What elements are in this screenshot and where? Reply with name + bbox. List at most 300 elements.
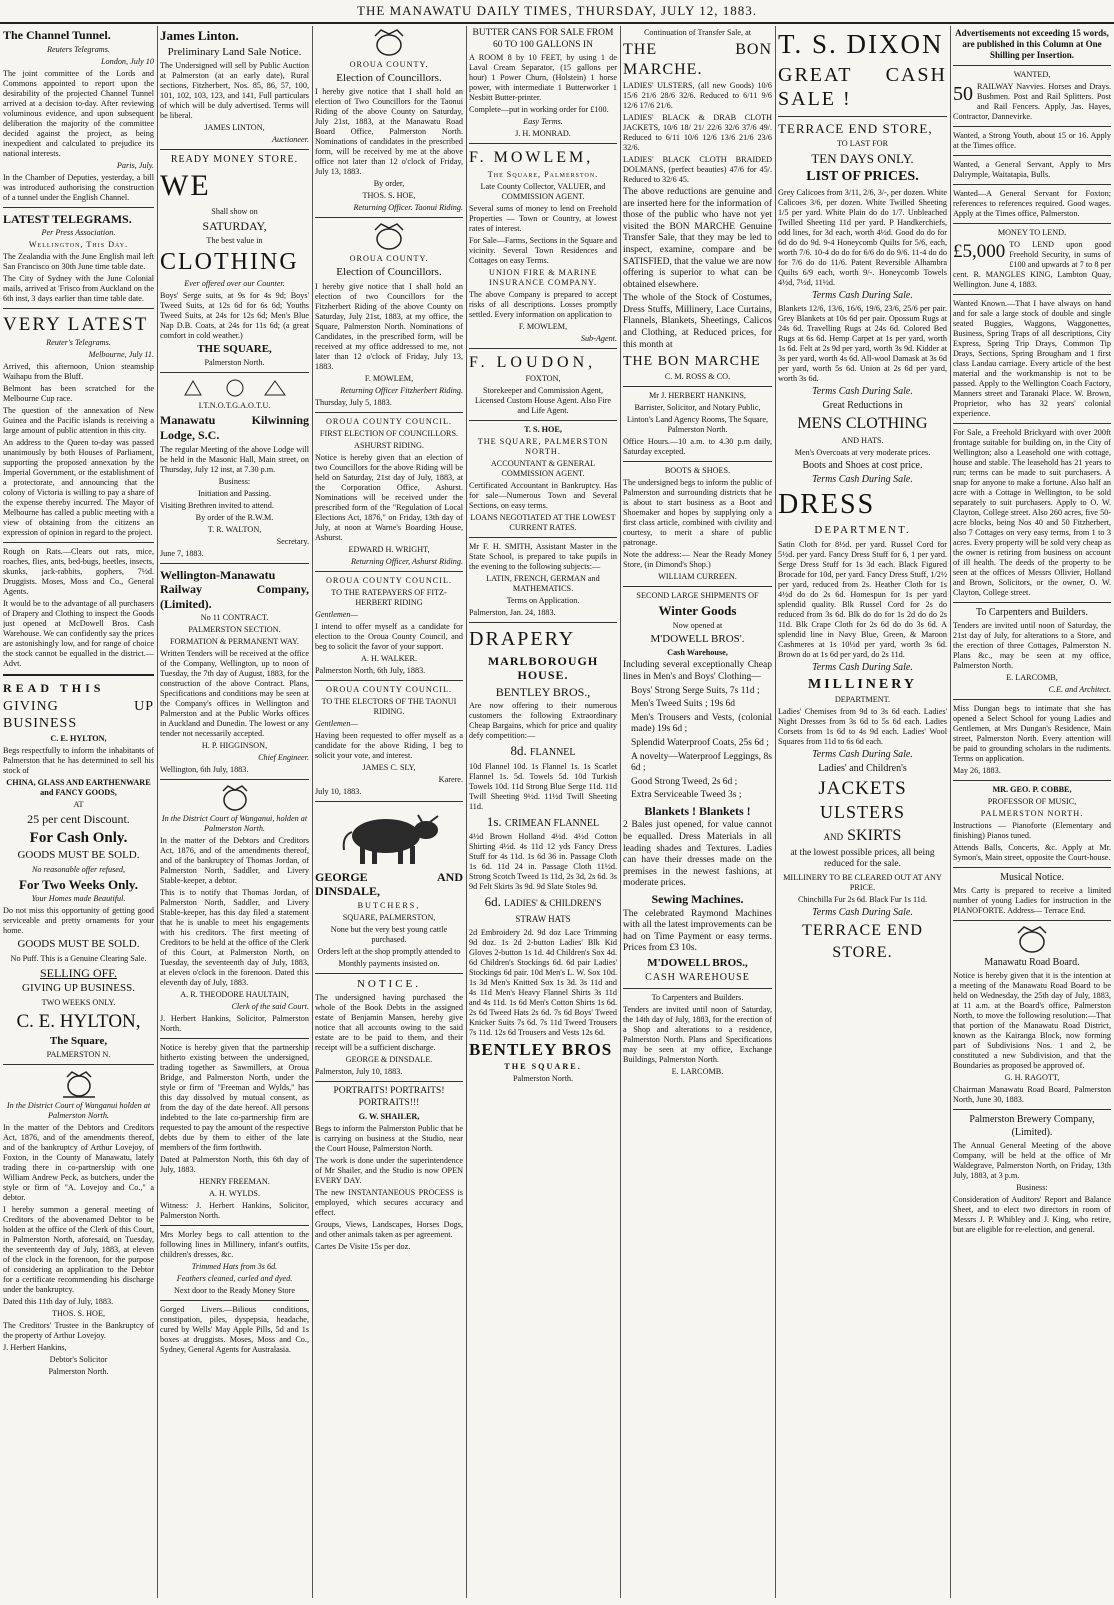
ad-text: Now opened at [672,621,723,631]
ad-text: 2d Embroidery 2d. 9d doz Lace Trimming 9d doz. 1s 2d 2-button Ladies' Blk Kid Gloves 2-button 1s 1d. 4d Children's Sox 4d. 6d Children's Stockings 6d. 6d pair Ladies' Stockings 6d pair. 10d Men's L. W. Sox 10d. 1s 3d Men's Knitted Sox 1s 3d. 3s 11d and 4s 11d Men's Heavy Flannel Shirts 3s 11d and 4s 11d. 1s 6d Men's Cotton Shirts 1s 6d. 2s 6d Tweed Hats 2s 6d. 7s 6d Boys' Tweed Knicker Suits 7s 6d. 7s 11d Tweed Trousers 7s 11d. 12s 6d Trousers and Vests 12s 6d. [469,927,617,1037]
list-item: Men's Tweed Suits ; 19s 6d [631,699,736,710]
ad-text: No 11 CONTRACT. [200,613,269,623]
ad-heading: BENTLEY BROS [469,1039,613,1059]
notice-signature: A. R. THEODORE HAULTAIN, [180,990,289,1000]
classified-text: Notice is hereby given that it is the intention at a meeting of the Manawatu Road Board to be held on Wednesday, the 25th day of July, 1883, at 11 a.m. at the Board's office, Palmerston North, to move the following resolution:—That that portion of the Manawatu Road District, known as the Kairanga Block, now forming part of Subdivisions Nos. 1 and 2, be constituted a new Subdivision, and that the Boundaries as proposed be approved of. [953,971,1111,1071]
ad-text: The above Company is prepared to accept risks of all descriptions. Losses promptly settled. Every information on application to [469,289,617,319]
ad-heading: Sewing Machines. [651,891,744,906]
ad-heading: GEORGE AND DINSDALE, [315,869,463,899]
notice-text: I intend to offer myself as a candidate for election to the Oroua County Council, and beg to solicit the favor of your support. [315,621,463,651]
royal-crest-icon [59,1069,99,1099]
ad-text: 25 per cent Discount. [27,812,130,827]
notice-title: ASHURST RIDING. [354,440,424,450]
ad-text: Palmerston, Jan. 24, 1883. [469,608,556,618]
ad-text: GOODS MUST BE SOLD. [17,938,140,951]
classified-title: Musical Notice. [1000,872,1064,884]
article-text: Belmont has been scratched for the Melbourne Cup race. [3,384,154,404]
notice-signature: THOS. S. HOE, [362,191,416,201]
article-text: The joint committee of the Lords and Commons appointed to report upon the desirability of the projected Channel Tunnel arrived at a decision to-day. After reviewing voluminous evidence, and upon subsequent deliberation the majority of the committee decided against the project, as being inexpedient and calculated to prejudice its national interests. [3,68,154,158]
notice-text: Dated this 11th day of July, 1883. [3,1297,114,1307]
ad-heading: Wellington-Manawatu Railway Company, (Limited). [160,567,309,611]
ad-text: Are now offering to their numerous customers the following Extraordinary Cheap Bargains, which for price and quality defy competition:— [469,701,617,741]
price-list: Grey Calicoes from 3/11, 2/6, 3/-, per dozen. White Calicoes 3/6, per dozen. White Twilled Sheeting 1/5 per yard. White Plain do do 1/7. Unbleached Twilled Sheeting 11d per yard. P Handkerchiefs, odd lines, for 3d each, worth 4½d. Good do do for 6d do do 9d. 9-4 Honeycomb Quilts for 5/6, each, worth 7/6. 10-4 do do for 6/6 do do 9/6. 11-4 do do for 7/6 do do 11/6. Patent Reversible Alhambra Quilts 6/9 each, worth 9/-. Honeycomb Towels 4½d, 7½d, 11½d. [778,187,947,287]
ad-heading: BENTLEY BROS., [495,684,591,699]
ad-text: Certificated Accountant in Bankruptcy. Has for sale—Numerous Town and Several Sections, on easy terms. [469,481,617,511]
ad-text: The best value in [206,235,263,245]
article-text: The Zealandia with the June English mail left San Francisco on 30th June time table date. [3,252,154,272]
ad-text: AND [823,832,844,843]
ad-text: Sub-Agent. [580,333,617,343]
ad-text: Do not miss this opportunity of getting good serviceable and pretty ornaments for your home. [3,906,154,936]
notice-text: I hereby give notice that I shall hold an election of two Councillors for the Fitzherbert Riding of the above County on Saturday, July 21st, 1883, at my office, the Square, Palmerston North. Nominations of Candidates, in the prescribed form, will be received at my office addressed to me, not later than 12 o'clock of Friday, July 13, 1883. [315,281,463,371]
notice-text: Having been requested to offer myself as a candidate for the above Riding, I beg to solicit your vote, and interest. [315,730,463,760]
royal-crest-icon [1010,925,1054,955]
notice-text: Clerk of the said Court. [231,1002,309,1012]
ad-text: A ROOM 8 by 10 FEET, by using 1 de Laval Cream Separator, (15 gallons per hour) 1 Power Churn, (Holstein) 1 horse power, with intermediate 1 Butterworker 1 Nesbitt Butter-printer. [469,53,617,103]
notice-text: The Creditors' Trustee in the Bankruptcy of the property of Arthur Lovejoy. [3,1321,154,1341]
ad-signature: JAMES LINTON, [204,123,265,133]
ad-text: Storekeeper and Commission Agent, Licensed Custom House Agent. Also Fire and Life Agent. [475,386,611,416]
ad-name: C. E. HYLTON, [50,734,107,744]
notice-signature: A. H. WALKER. [360,653,418,663]
ad-heading: T. S. HOE, [524,425,562,435]
ad-heading: ULSTERS [819,802,905,823]
classified-notice: Advertisements not exceeding 15 words, are published in this Column at One Shilling per Insertion. [955,28,1109,60]
ad-heading: JACKETS [818,778,907,800]
ad-text: 4½d Brown Holland 4½d. 4½d Cotton Shirting 4½d. 4s 11d 12 yds Fancy Dress Stuff for 4s 11d. 1s 6d 36 in. Passage Cloth 1s 6d. 11d 24 in. Passage Cloth 11½d. Strong Scotch Tweed 1s 11d, 2s 3d, 2s 6d. 3s 9d Felt Skirts 3s 9d. 9d Slate Stoles 9d. [469,831,617,891]
ad-text: TWO WEEKS ONLY. [41,997,116,1007]
ad-heading: James Linton. [160,28,239,43]
article-text: An address to the Queen to-day was passed unanimously by both Houses of Parliament, supporting the proposed annexation by the Imperial Government, or the establishment of a protectorate, and announcing that the colony of Victoria is willing to pay a share of the expense thereby incurred. The Mayor of Melbourne has called a public meeting with a view of obtaining from the citizens an expression of opinion in regard to the project. [3,438,154,538]
price-list: LADIES' BLACK CLOTH BRAIDED DOLMANS, (perfect beauties) 47/6 for 45/. Reduced to 32/6 45. [623,155,772,185]
classified-title: To Carpenters and Builders. [975,606,1089,618]
price-list: LADIES' ULSTERS, (all new Goods) 10/6 15/6 21/6 28/6 32/6. Reduced to 6/11 9/6 12/6 17/6 21/6. [623,81,772,111]
notice-text: In the matter of the Debtors and Creditors Act, 1876, and of the amendments thereof, and of the bankruptcy of Thomas Jordan, of Palmerston North, Saddler, and Livery Stable-keeper, a debtor. [160,836,309,886]
classified-text: Wanted, a Strong Youth, about 15 or 16. Apply at the Times office. [953,130,1111,150]
ad-text: Men's Overcoats at very moderate prices. [794,447,931,457]
classified-title: Manawatu Road Board. [984,957,1080,969]
classified-text: RAILWAY Navvies. Horses and Drays. Bushmen. Post and Rail Splitters. Post and Rail Fencers. Apply, Jas. Hayes, Contractor, Dannevirke. [953,81,1111,121]
ad-text: Initiation and Passing. [198,488,271,498]
list-item: A novelty—Waterproof Leggings, 8s 6d ; [631,751,772,774]
ad-heading: BUTTER CANS FOR SALE FROM 60 TO 100 GALLONS IN [472,28,614,50]
bull-illustration-icon [334,806,444,868]
notice-text: Returning Officer Fitzherbert Riding. [340,385,463,395]
ad-text: PALMERSTON N. [46,1050,111,1060]
ad-text: None but the very best young cattle purchased. [330,925,448,945]
lodge-code: I.T.N.O.T.G.A.O.T.U. [198,401,271,411]
ad-text: Orders left at the shop promptly attended to [317,947,461,957]
classified-text: PALMERSTON NORTH. [980,809,1084,819]
ad-heading: MARLBOROUGH HOUSE. [487,653,599,683]
list-item: Men's Trousers and Vests, (colonial made) 19s 6d ; [631,712,772,735]
ad-text: SELLING OFF. [39,965,118,980]
ad-text: The undersigned begs to inform the public of Palmerston and surrounding districts that he is about to start business as a Boot and Shoemaker and hopes by supplying only a first class article, combined with civility and courtesy, to merit a share of public patronage. [623,478,772,548]
ad-heading: TERRACE END STORE, [778,120,933,136]
terms-line: Terms Cash During Sale. [812,748,913,760]
ad-heading: READY MONEY STORE. [170,154,299,166]
notice-text: Palmerston North, 6th July, 1883. [315,665,426,675]
column-2 [160,26,309,1598]
terms-line: Terms Cash During Sale. [812,385,913,397]
classified-text: For Sale, a Freehold Brickyard with over 200ft frontage suitable for building on, in the City of Wellington; also a Leasehold one with cottage, house and stable. The leasehold has 21 years to run; terms can be made to suit purchasers. A snap for anyone to make a fortune. Also half an acre with a Cottage in Wellington, to be sold separately to suit purchasers. Apply to O. W. Clayton, College street. Also 260 acres, five 50-acre blocks, being Nos 40 and 50 Fitzherbert, also 7 Cottages on very easy terms, from 1 to 3 acres. Every property will be sold very cheap as the owner is retiring from business on account of ill health. The deeds of the property to be seen at the offices of Messrs Ollivier, Holland and Brown, Solicitors, or the owner, O. W. Clayton, College street. [953,427,1111,597]
notice-text: July 10, 1883. [315,786,362,796]
ad-text: Shall show on [211,207,258,217]
ad-text: SQUARE, PALMERSTON, [342,913,436,923]
notice-text: Dated at Palmerston North, this 6th day of July, 1883. [160,1155,309,1175]
ad-text: The Square, [49,1035,108,1047]
ad-text: Linton's Land Agency Rooms, The Square, Palmerston North. [626,415,769,435]
notice-title: OROUA COUNTY COUNCIL. [326,575,452,585]
classified-number: £5,000 [953,240,1006,262]
column-rule [620,26,621,1598]
classified-text: TO LEND upon good Freehold Security, in sums of £100 and upwards at 7 to 8 per cent. R. MANGLES KING, Lambton Quay, Wellington. June 4, 1883. [953,239,1111,289]
notice-text: Karere. [438,774,463,784]
price-list: Ladies' Chemises from 9d to 3s 6d each. Ladies' Night Dresses from 3s 6d to 5s 6d each. Ladies Corsets from 1s 6d to 4s 9d each. Ladies' Wool Squares from 11d to 6s 6d each. [778,706,947,746]
classified-text: Mrs Carty is prepared to receive a limited number of young Ladies for instruction in the PIANOFORTE. Address— Terrace End. [953,886,1111,916]
classified-text: Tenders are invited until noon of Saturday, the 21st day of July, for alterations to a Store, and the erection of three Cottages, Palmerston N. Plans &c., may be seen at my office, Palmerston North. [953,621,1111,671]
ad-text: Feathers cleaned, curled and dyed. [176,1274,293,1284]
notice-text: This is to notify that Thomas Jordan, of Palmerston North, Saddler, and Livery Stable-keeper, has this day filed a statement that he is unable to meet his engagements with his creditors. The first meeting of Creditors to be held at the office of the Clerk of this Court, at Palmerston North, on Tuesday, the seventeenth day of July, 1883, at eleven o'clock in the forenoon. Dated this eleventh day of July, 1883. [160,888,309,988]
ad-text: The celebrated Raymond Machines with all the latest improvements can be had on Time Payment or easy terms. Prices from £3 10s. [623,908,772,954]
ad-heading: FLANNEL [529,747,576,759]
ad-text: Begs to inform the Palmerston Public that he is carrying on business at the Studio, near the Court House, Palmerston North. [315,1123,463,1153]
list-item: Extra Serviceable Tweed 3s ; [631,790,742,801]
classified-text: May 26, 1883. [953,766,1001,776]
list-item: Good Strong Tweed, 2s 6d ; [631,776,738,787]
ad-text: Trimmed Hats from 3s 6d. [191,1262,278,1272]
ad-text: AND HATS. [841,435,884,445]
ad-text: SATURDAY, [202,219,267,234]
ad-text: The Undersigned will sell by Public Auction at Palmerston (at an early date), Rural sections, Fitzherbert, Nos. 85, 86, 57, 100, 101, 102, 103, 123, and 141, Full particulars of which will be duly advertised. Terms will be liberal. [160,61,309,121]
ad-text: Groups, Views, Landscapes, Horses Dogs, and other animals taken as per agreement. [315,1219,463,1239]
article-text: The question of the annexation of New Guinea and the Pacific islands is receiving a large amount of public attention in this city. [3,406,154,436]
classified-title: MONEY TO LEND. [997,227,1067,237]
royal-crest-icon [367,28,411,58]
ad-text: By order of the R.W.M. [195,512,274,522]
ad-heading: STORE. [832,943,893,961]
column-6 [778,26,947,1598]
ad-text: Written Tenders will be received at the office of the Company, Wellington, up to noon of Tuesday, the 7th day of August, 1883, for the construction of the above Contract. Plans, Specifications and conditions may be seen at the Company's offices in Wellington and Palmerston and at the Public Works offices in Auckland and Dunedin. The lowest or any tender not necessarily accepted. [160,649,309,739]
terms-line: Terms Cash During Sale. [812,661,913,673]
notice-signature: GEORGE & DINSDALE. [345,1055,433,1065]
ad-text: Cash Warehouse, [667,648,728,658]
column-1 [3,26,154,1598]
ad-text: The Square, Palmerston. [487,169,599,179]
classified-text: Chairman Manawatu Road Board. Palmerston North, June 30, 1883. [953,1085,1111,1105]
ad-text: The regular Meeting of the above Lodge will be held in the Masonic Hall, Main street, on Thursday, July 12 inst, at 7.30 p.m. [160,444,309,474]
classified-title: Palmerston Brewery Company, (Limited). [969,1114,1095,1138]
royal-crest-icon [215,784,255,812]
notice-title: Election of Councillors. [336,266,442,279]
classified-text: The Annual General Meeting of the above Company, will be held at the office of Mr Waldegrave, Palmerston North, on Friday, 13th July, 1883, at 3 p.m. [953,1140,1111,1180]
masthead: THE MANAWATU DAILY TIMES, THURSDAY, JULY 12, 1883. [0,0,1114,24]
price: 1s. [486,813,502,829]
ad-text: Several sums of money to lend on Freehold Properties — Town or Country, at lowest rates of interest. [469,203,617,233]
dateline: Paris, July. [116,160,154,170]
notice-title: FIRST ELECTION OF COUNCILLORS. [319,428,459,438]
ad-text: For Two Weeks Only. [19,876,138,892]
ad-text: BUTCHERS, [357,901,421,911]
ad-text: 2 Bales just opened, for value cannot be equalled. Dress Materials in all leading shades and Textures. Ladies can have their dresses made on the premises in the newest fashions, at moderate prices. [623,820,772,889]
ad-text: Great Reductions in [822,399,903,411]
ad-text: The above reductions are genuine and are inserted here for the information of those of the public who have not yet visited the BON MARCHE Genuine Transfer Sale, that they may be led to inspect, examine, compare and be SATISFIED, that the value we are now offering is superior to what can be obtained elsewhere. [623,187,772,290]
ad-text: CASH WAREHOUSE [645,972,750,984]
notice-text: I hereby give notice that I shall hold an election of Two Councillors for the Taonui Riding of the above County on Saturday, July 21st, 1883, at the Manawatu Road Board Office, Palmerston North. Nominations of candidates in the prescribed form, will be received by me at the above office not later than 12 o'clock of Friday, July 13, 1883. [315,87,463,177]
notice-signature: EDWARD H. WRIGHT, [348,544,430,554]
ad-text: Mrs Morley begs to call attention to the following lines in Millinery, infant's outfits, children's dresses, &c. [160,1230,309,1260]
price-list: LADIES' BLACK & DRAB CLOTH JACKETS, 10/6 18/ 21/ 22/6 32/6 37/6 49/. Reduced to 6/11 10/6 12/6 13/6 21/6 23/6 32/6. [623,113,772,153]
notice-text: Returning Officer, Ashurst Riding. [351,556,463,566]
notice-text: By order, [373,179,405,189]
classified-text: Attends Balls, Concerts, &c. Apply at Mr. Symon's, Main street, opposite the Court-house. [953,843,1111,863]
column-rule [157,26,158,1598]
column-7 [953,26,1111,1598]
ad-text: Complete—put in working order for £100. [469,105,609,115]
ad-text: No reasonable offer refused, [31,864,126,874]
ad-text: Office Hours.—10 a.m. to 4.30 p.m daily, Saturday excepted. [623,437,772,457]
notice-text: I hereby summon a general meeting of Creditors of the abovenamed Debtor to be holden at the office of the Clerk of this Court, in Palmerston North, aforesaid, on Tuesday, the seventeenth day of July, 1883, at eleven of the clock in the forenoon, for the purpose of considering an application to the Debtor for a certificate recommending his discharge under the bankruptcy. [3,1205,154,1295]
notice-text: In the matter of the Debtors and Creditors Act, 1876, and of the amendments thereof, and of the bankruptcy of Arthur Lovejoy, of Foxton, in the County of Manawatu, lately trading there in co-partnership with one William Andrew Peck, as butchers, under the style or firm of "A. Lovejoy and Co.," a debtor. [3,1123,154,1203]
ad-text: Late County Collector, VALUER, and COMMISSION AGENT. [480,181,606,201]
ad-text: Chief Engineer. [258,753,309,763]
ad-heading [469,814,617,830]
ad-signature: J. H. MONRAD. [515,129,571,139]
classified-text: Wanted—A General Servant for Foxton; references to references required. Good wages. Apply at the Times office, Palmerston. [953,188,1111,218]
ad-text: THE SQUARE, PALMERSTON NORTH. [477,437,609,457]
section-heading: VERY LATEST [3,314,149,336]
ad-text: Business: [218,476,251,486]
ad-heading: CRIMEAN FLANNEL [504,817,600,829]
ad-signature: E. LARCOMB. [671,1067,724,1077]
ad-text: The new INSTANTANEOUS PROCESS is employed, which secures accuracy and effect. [315,1187,463,1217]
ad-text: AT [73,800,84,810]
notice-signature: F. MOWLEM, [364,373,414,383]
ad-heading: Preliminary Land Sale Notice. [167,45,302,58]
ad-text: CHINA, GLASS AND EARTHENWARE and FANCY GOODS, [6,778,151,798]
ad-text: Note the address:— Near the Ready Money Store, (in Dimond's Shop.) [623,550,772,570]
notice-title: TO THE RATEPAYERS OF FITZ-HERBERT RIDING [331,587,447,607]
notice-text: J. Herbert Hankins, Solicitor, Palmerston North. [160,1014,309,1034]
ad-heading: MENS CLOTHING [797,415,928,433]
classified-text: C.E. and Architect. [1048,685,1111,695]
ad-text: Next door to the Ready Money Store [174,1286,295,1296]
notice-title: TO THE ELECTORS OF THE TAONUI RIDING. [321,696,457,716]
notice-text: Notice is hereby given that the partnership hitherto existing between the undersigned, trading together as Sawmillers, at Oroua Bridge, and Palmerston North, under the style or firm of "Freeman and Wylds," has this day dissolved by mutual consent, as from the day of the date hereof. All persons indebted to the late co-partnership firm are requested to pay the amount of the respective debts due by them to either of the late members of the firm forthwith. [160,1043,309,1153]
notice-signature: JAMES C. SLY, [362,762,416,772]
notice-title: Election of Councillors. [336,72,442,84]
ad-text: Cartes De Visite 15s per doz. [315,1241,411,1251]
notice-text: Notice is hereby given that an election of two Councillors for the above Riding will be held on Saturday, 21st day of July, 1883, at the Corporation Office, Ashurst. Nominations will be received under the prescribed form of the "Regulation of Local Elections Act, 1876," on Friday, 13th day of July, at noon at Warne's Boarding House, Ashurst. [315,452,463,542]
ad-heading: M'DOWELL BROS'. [650,633,745,646]
price: 6d. [484,893,501,909]
ad-text: GOODS MUST BE SOLD. [17,849,140,862]
notice-title: NOTICE. [356,978,422,991]
notice-text: Debtor's Solicitor [49,1355,108,1365]
classified-signature: G. H. RAGOTT, [1004,1073,1060,1083]
notice-signature: THOS. S. HOE, [52,1309,105,1319]
notice-signature: A. H. WYLDS. [208,1189,261,1199]
ad-text: The work is done under the superintendence of Mr Shailer, and the Studio is now OPEN EVERY DAY. [315,1155,463,1185]
ad-heading: GIVING UP BUSINESS [3,699,154,732]
ad-text: Boots and Shoes at cost price. [802,459,923,471]
ad-heading: DRAPERY [469,628,576,651]
ad-heading: PORTRAITS! PORTRAITS! PORTRAITS!!! [333,1086,445,1109]
byline: Per Press Association. [41,228,116,238]
ad-text: Including several exceptionally Cheap lines in Men's and Boys' Clothing— [623,660,772,683]
classified-text: Consideration of Auditors' Report and Balance Sheet, and to elect two directors in room of Messrs J. P. Whibley and J. King, who retire, but are eligible for re-election, and general. [953,1194,1111,1234]
channel-title: The Channel Tunnel. [3,28,111,42]
terms-line: Terms Cash During Sale. [812,906,913,918]
notice-text: Witness: J. Herbert Hankins, Solicitor, Palmerston North. [160,1201,309,1221]
ad-heading: LADIES' & CHILDREN'S STRAW HATS [504,897,602,924]
ad-heading: MILLINERY [808,676,917,692]
ad-text: Chinchilla Fur 2s 6d. Black Fur 1s 11d. [797,894,928,904]
ad-heading: F. MOWLEM, [469,149,594,167]
price-list: Blankets 12/6, 13/6, 16/6, 19/6, 23/6, 25/6 per pair. Grey Blankets at 10s 6d per pair. Opossum Rugs at 24s 6d. Travelling Rugs at 24s 6d. Colored Bed Rugs at 6s 6d. Hemp Carpet at 1s per yard, worth 1s 6d. Felt at 2s 9d per yard, worth 3s 9d. Kidder at 3s per yard, worth 4s 6d. All-wool Damask at 3s 6d per yard, worth 5s 6d. Union at 2s 6d per yard, worth 3s 6d. [778,303,947,383]
ad-heading: To Carpenters and Builders. [651,993,744,1003]
advertisement-text: Rough on Rats.—Clears out rats, mice, roaches, flies, ants, bed-bugs, beetles, insects, skunks, jack-rabbits, gophers, 7½d. Druggists. Moses, Moss and Co., General Agents. [3,547,154,597]
terms-line: Terms Cash During Sale. [812,289,913,301]
notice-text: J. Herbert Hankins, [3,1343,67,1353]
ad-signature: H. P. HIGGINSON, [201,741,268,751]
article-text: The City of Sydney with the June Colonial mails, arrived at 'Frisco from Auckland on the 6th inst, 3 days earlier than time table date. [3,274,154,304]
notice-text: Gentlemen— [315,609,358,619]
dateline: London, July 10 [101,56,154,66]
column-5 [623,26,772,1598]
ad-heading: BOOTS & SHOES. [664,466,731,476]
column-rule [775,26,776,1598]
ad-heading [469,743,617,759]
ad-heading: DRESS [778,488,876,520]
ad-text: Your Homes made Beautiful. [31,894,126,904]
royal-crest-icon [367,222,411,252]
ad-heading: TEN DAYS ONLY. [811,150,914,166]
column-rule [312,26,313,1598]
ad-text: The whole of the Stock of Costumes, Dress Stuffs, Millinery, Lace Curtains, Flannels, Blankets, Sheetings, Calicos and Clothing, at Reduced prices, for this month at [623,293,772,350]
ad-heading: Winter Goods [658,603,737,619]
terms-line: Terms Cash During Sale. [812,473,913,485]
ad-signature: WILLIAM CURREEN. [658,572,737,582]
ad-heading: M'DOWELL BROS., [647,956,748,969]
ad-text: FOXTON, [525,374,561,384]
notice-text: Thursday, July 5, 1883. [315,397,392,407]
article-text: Arrived, this afternoon, Union steamship Waihapu from the Bluff. [3,362,154,382]
ad-text: Begs respectfully to inform the inhabitants of Palmerston that he has determined to sell his stock of [3,746,154,776]
ad-heading: SKIRTS [847,827,902,845]
column-rule [466,26,467,1598]
ad-text: Wellington, 6th July, 1883. [160,765,249,775]
ad-text: For Sale—Farms, Sections in the Square and vicinity. Several Town Residences and Cottages on easy Terms. [469,235,617,265]
notice-text: Gentlemen— [315,718,358,728]
ad-text: June 7, 1883. [160,548,204,558]
ad-heading: Blankets ! Blankets ! [644,803,751,818]
byline: Reuters Telegrams. [47,44,110,54]
notice-title: OROUA COUNTY. [349,60,429,69]
article-text: In the Chamber of Deputies, yesterday, a bill was introduced authorising the construction of a tunnel under the English Channel. [3,172,154,202]
ad-text: THE SQUARE, [197,342,272,355]
ad-text: Easy Terms. [523,117,563,127]
classified-text: Wanted, a General Servant, Apply to Mrs Dalrymple, Waitatapia, Bulls. [953,159,1111,179]
ad-heading: F. LOUDON, [469,353,597,371]
ad-text: PALMERSTON SECTION. [188,625,281,635]
notice-text: Palmerston, July 10, 1883. [315,1067,403,1077]
classified-text: Wanted Known.—That I have always on hand and for sale a large stock of double and single seated Buggies, Waggons, Waggonettes, Business, Spring Traps of all descriptions, City Express, Spring Trip Drays, Common Tip Drays, Sections, Spring Brougham and 1 first class Landau carriage. Every article of the best material and the workmanship is not to be passed. Apply to the Wellington Coach Factory, Manners street and Taranaki Place. W. Brown, Proprietor, who has 32 years' colonial experience. [953,298,1111,418]
ad-text: Tenders are invited until noon of Saturday, the 14th day of July, 1883, for the erection of a Shop and alterations to a residence, Palmerston North. Plans and Specifications may be seen at my office, Exchange Buildings, Palmerston North. [623,1005,772,1065]
masonic-symbols-icon [175,377,295,399]
ad-text: Terms on Application. [506,596,580,606]
ad-text: C. M. ROSS & CO. [664,372,731,382]
ad-text: LATIN, FRENCH, GERMAN and MATHEMATICS. [486,574,600,594]
dateline: Melbourne, July 11. [88,350,154,360]
classified-number: 50 [953,82,973,105]
ad-name: C. E. HYLTON, [16,1010,141,1032]
notice-signature: HENRY FREEMAN. [199,1177,270,1187]
list-item: Splendid Waterproof Coats, 25s 6d ; [631,737,769,748]
ad-text: DEPARTMENT. [814,524,911,537]
classified-text: Business: [1016,1182,1048,1192]
ad-text: 10d Flannel 10d. 1s Flannel 1s. 1s Scarlet Flannel 1s. 5d. Towels 5d. 10d Turkish Towels 10d. 11d Strong Blue Serge 11d. 11d Twill Sheeting 9½d. 11½d Twill Sheeting 11d. [469,761,617,811]
price: 8d. [510,743,527,759]
list-item: Boys' Strong Serge Suits, 7s 11d ; [631,685,760,696]
ad-heading: Mr J. HERBERT HANKINS, [649,391,746,401]
ad-text: Palmerston North. [512,1074,574,1084]
notice-title: OROUA COUNTY COUNCIL. [326,684,452,694]
ad-name: G. W. SHAILER, [358,1111,420,1121]
ad-signature: T. R. WALTON, [207,524,262,534]
ad-text: Monthly payments insisted on. [338,959,440,969]
ad-text: No Puff. This is a Genuine Clearing Sale. [10,953,147,963]
ad-text: GIVING UP BUSINESS. [22,982,135,995]
ad-text: MILLINERY TO BE CLEARED OUT AT ANY PRICE. [783,872,942,892]
ad-text: FORMATION & PERMANENT WAY. [170,637,299,647]
classified-signature: E. LARCOMB, [1006,673,1058,683]
notice-title: In the District Court of Wanganui holden at Palmerston North. [6,1101,151,1121]
ad-heading: T. S. DIXON [778,29,944,59]
ad-text: DEPARTMENT. [834,694,891,704]
ad-text: For Cash Only. [29,829,128,846]
notice-text: Palmerston North. [48,1367,109,1377]
ad-text: at the lowest possible prices, all being reduced for the sale. [790,847,935,870]
ad-text: TO LAST FOR [836,138,889,148]
notice-title: OROUA COUNTY COUNCIL. [326,416,452,426]
ad-heading: THE BON MARCHE. [623,41,772,78]
column-3 [315,26,463,1598]
ad-heading: UNION FIRE & MARINE INSURANCE COMPANY. [488,267,598,287]
ad-text: LOANS NEGOTIATED AT THE LOWEST CURRENT RATES. [470,513,616,533]
ad-text: Palmerston North. [204,358,265,368]
ad-text: ACCOUNTANT & GENERAL COMMISSION AGENT. [490,459,596,479]
ad-signature: F. MOWLEM, [518,321,568,331]
section-heading: LATEST TELEGRAMS. [3,211,132,226]
classified-text: PROFESSOR OF MUSIC, [987,797,1077,807]
ad-heading: WE [160,169,211,203]
dateline: Wellington, This Day. [28,240,129,250]
ad-text: Boys' Serge suits, at 9s for 4s 9d; Boys' Tweed Suits, at 12s 6d for 6s 6d; Youths Tweed Suits, at 24s for 12s 6d; Men's Blue Nap D.B. Coats, at 24s for 11s 6d; (a great comfort in cold weather.) [160,290,309,340]
classified-title: MR. GEO. P. COBBE, [992,785,1072,795]
ad-heading: THE BON MARCHE [623,354,761,370]
column-rule [950,26,951,1598]
ad-text: Secretary. [276,536,309,546]
column-4 [469,26,617,1598]
ad-text: Barrister, Solicitor, and Notary Public, [634,403,761,413]
byline: Reuter's Telegrams. [46,338,111,348]
ad-heading: Manawatu Kilwinning Lodge, S.C. [160,413,309,442]
notice-title: In the District Court of Wanganui, holden at Palmerston North. [161,814,308,834]
ad-heading: CLOTHING [160,248,299,275]
ad-text: THE SQUARE. [504,1062,582,1072]
classified-text: Instructions — Pianoforte (Elementary and finishing) Pianos tuned. [953,821,1111,841]
